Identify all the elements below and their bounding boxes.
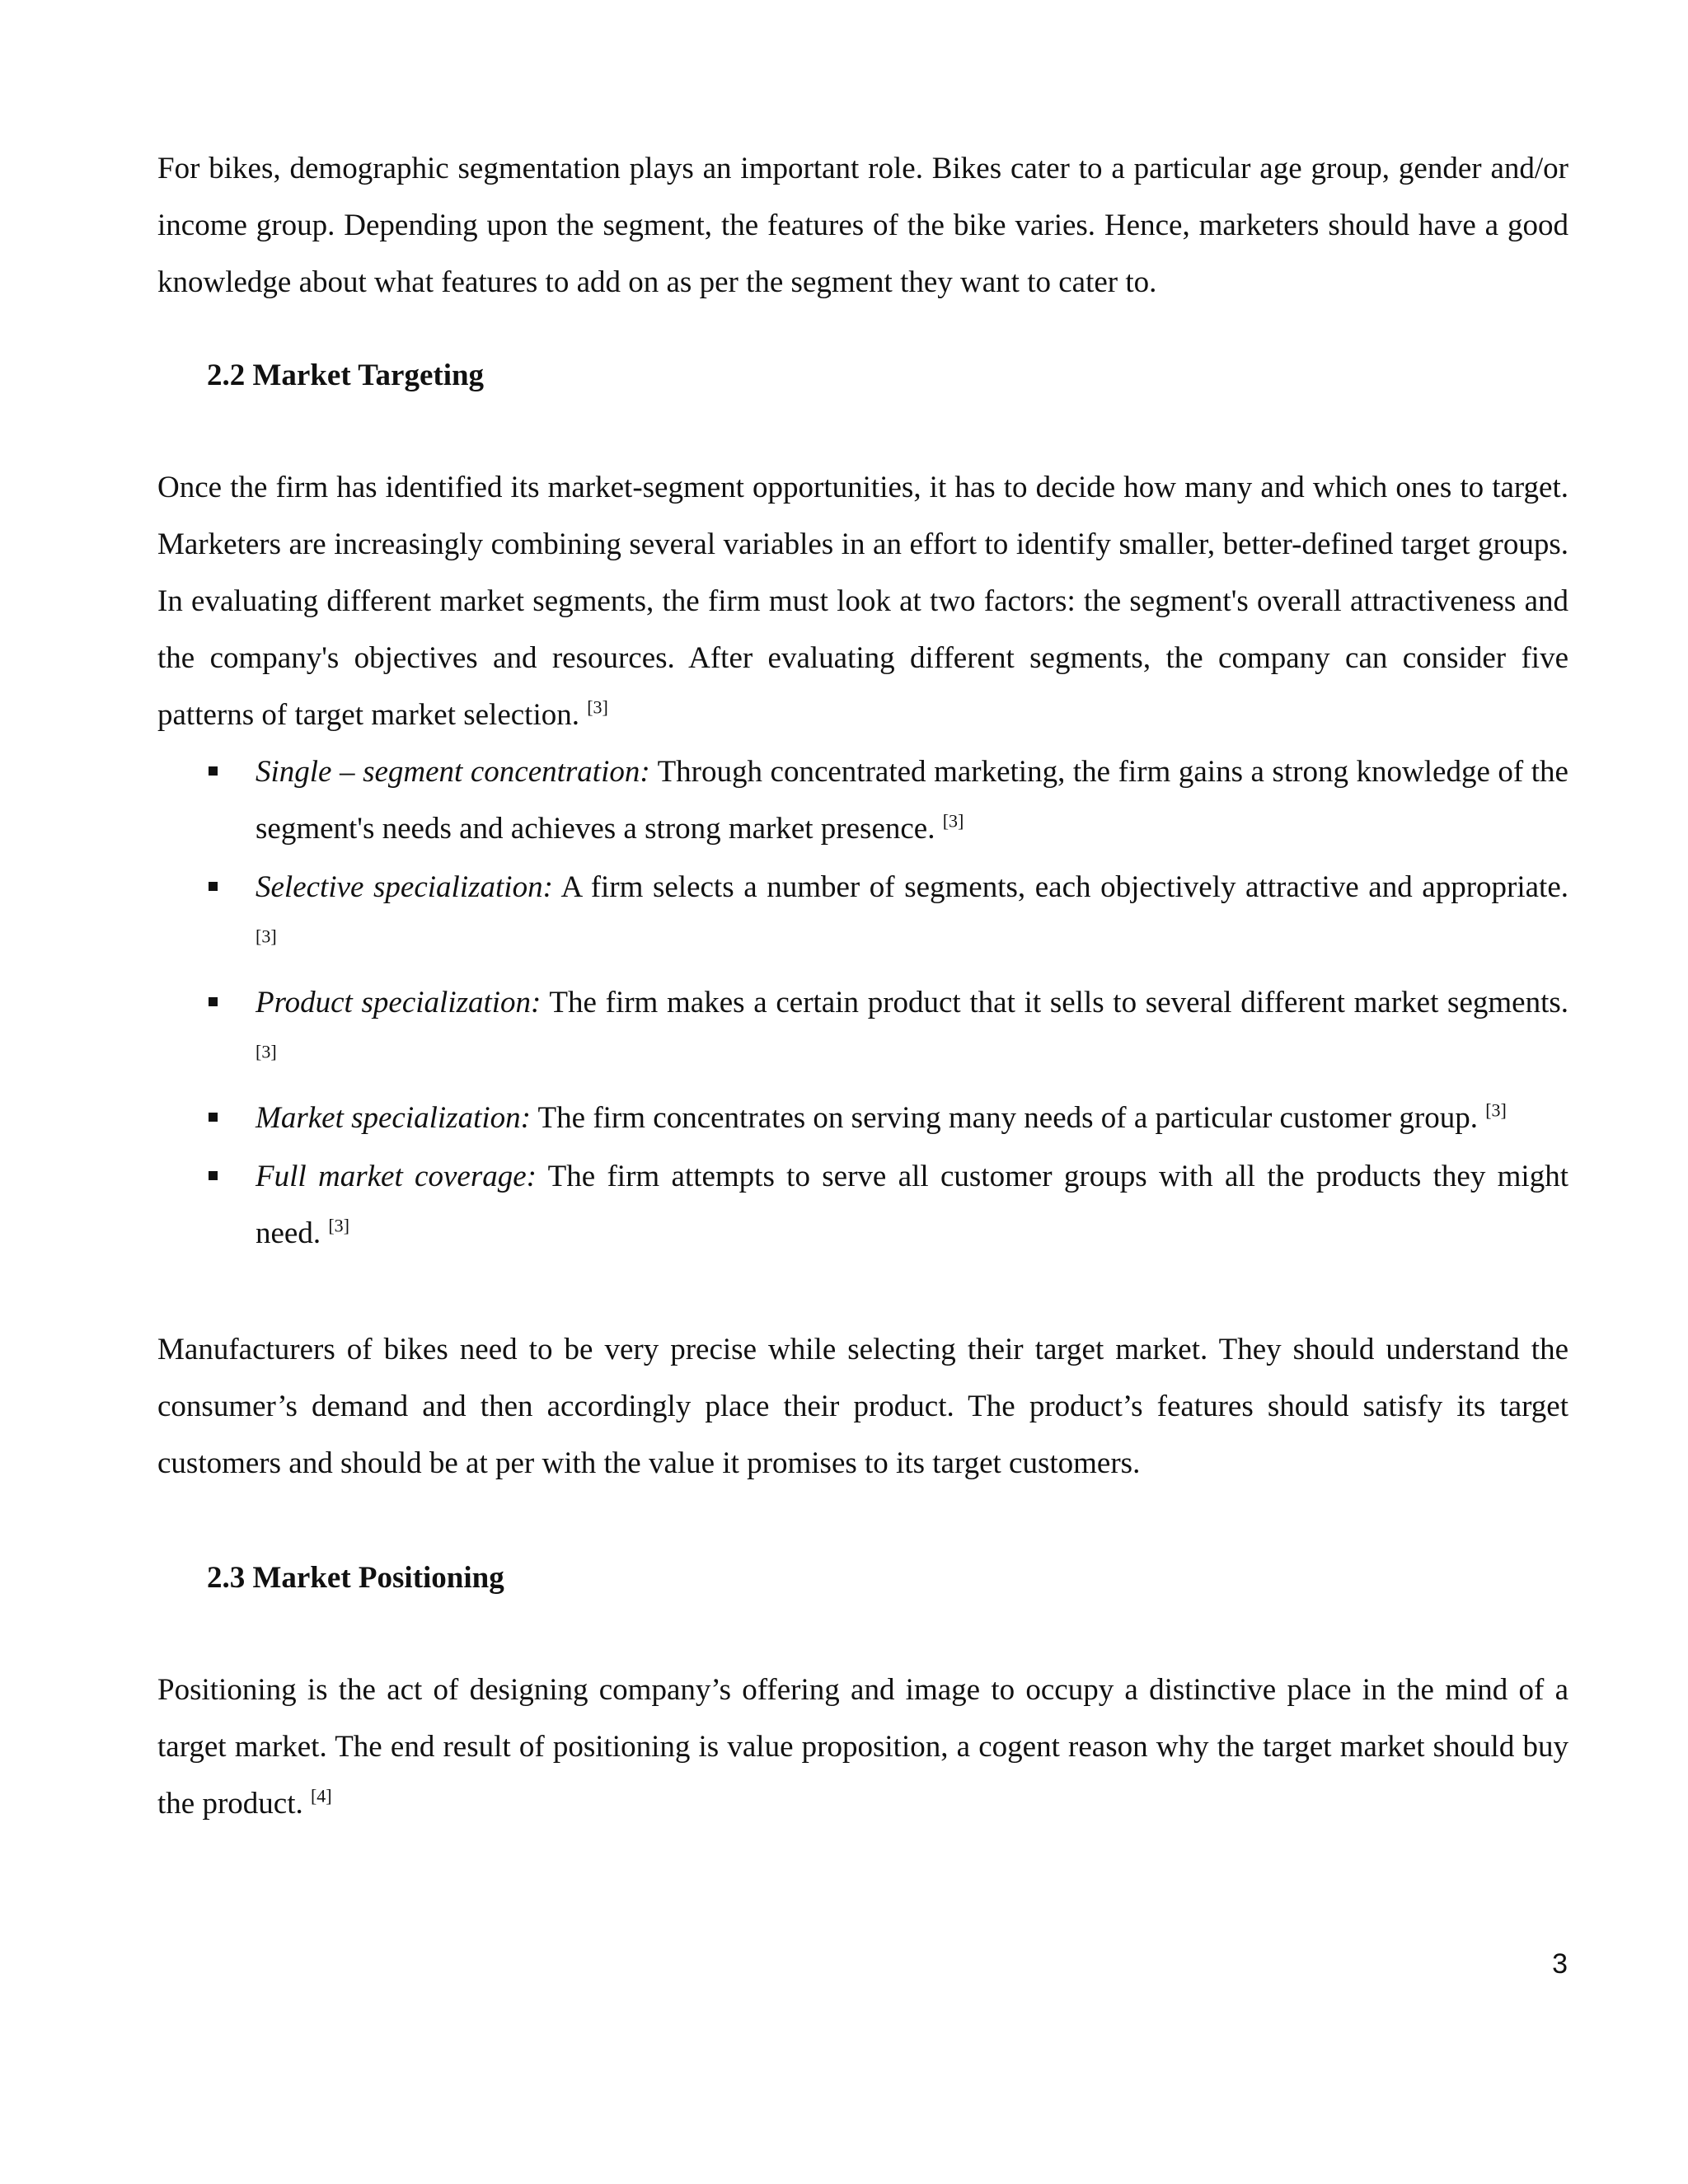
targeting-paragraph [157,459,1568,743]
square-bullet-icon [209,1113,218,1122]
list-item [157,859,1568,972]
heading-market-positioning: 2.3 Market Positioning [207,1561,504,1595]
list-item-term: Selective specialization: [256,870,553,904]
list-item [157,1090,1568,1146]
heading-market-targeting: 2.2 Market Targeting [207,359,485,392]
intro-paragraph [157,140,1568,311]
manufacturers-text: Manufacturers of bikes need to be very precise while selecting their target market. They should understand the consumer’s demand and then accordingly place their product. The product’s features should satisfy its target customers and should be at per with the value it promises to its target customers. [157,1333,1568,1480]
citation-ref: [3] [256,926,277,947]
page-content [157,140,1568,1832]
list-item [157,743,1568,857]
citation-ref: [4] [310,1785,332,1807]
citation-ref: [3] [587,696,608,718]
list-item-text: The firm concentrates on serving many needs of a particular customer group. [530,1101,1478,1135]
list-item-term: Product specialization: [256,986,542,1019]
list-item-term: Single – segment concentration: [256,755,650,789]
square-bullet-icon [209,1171,218,1180]
positioning-text: Positioning is the act of designing company’s offering and image to occupy a distinctive place in the mind of a target market. The end result of positioning is value proposition, a cogent reason why the target market should buy the product. [157,1673,1568,1821]
citation-ref: [3] [256,1041,277,1062]
citation-ref: [3] [328,1215,350,1236]
page-number: 3 [1552,1948,1568,1980]
list-item-text: Through concentrated marketing, the firm gains a strong knowledge of the segment's needs and achieves a strong market presence. [256,755,1568,846]
targeting-text: Once the firm has identified its market-segment opportunities, it has to decide how many and which ones to target. Marketers are increasingly combining several variables in an effort to identify smaller, better-defined target groups. In evaluating different market segments, the firm must look at two factors: the segment's overall attractiveness and the company's objectives and resources. After evaluating different segments, the company can consider five patterns of target market selection. [157,471,1568,732]
citation-ref: [3] [942,810,964,832]
list-item-text: The firm attempts to serve all customer groups with all the products they might need. [256,1160,1568,1250]
manufacturers-paragraph [157,1321,1568,1492]
list-item [157,1148,1568,1262]
list-item-term: Full market coverage: [256,1160,537,1193]
square-bullet-icon [209,882,218,891]
list-item-term: Market specialization: [256,1101,531,1135]
list-item-text: A firm selects a number of segments, each objectively attractive and appropriate. [552,870,1568,904]
square-bullet-icon [209,766,218,776]
list-item [157,974,1568,1088]
target-patterns-list [157,743,1568,1262]
list-item-text: The firm makes a certain product that it sells to several different market segments. [541,986,1568,1019]
intro-text: For bikes, demographic segmentation plays an important role. Bikes cater to a particular age group, gender and/or income group. Depending upon the segment, the features of the bike varies. Hence, marketers should have a good knowledge about what features to add on as per the segment they want to cater to. [157,152,1568,299]
positioning-paragraph [157,1661,1568,1832]
square-bullet-icon [209,997,218,1006]
citation-ref: [3] [1485,1099,1507,1121]
